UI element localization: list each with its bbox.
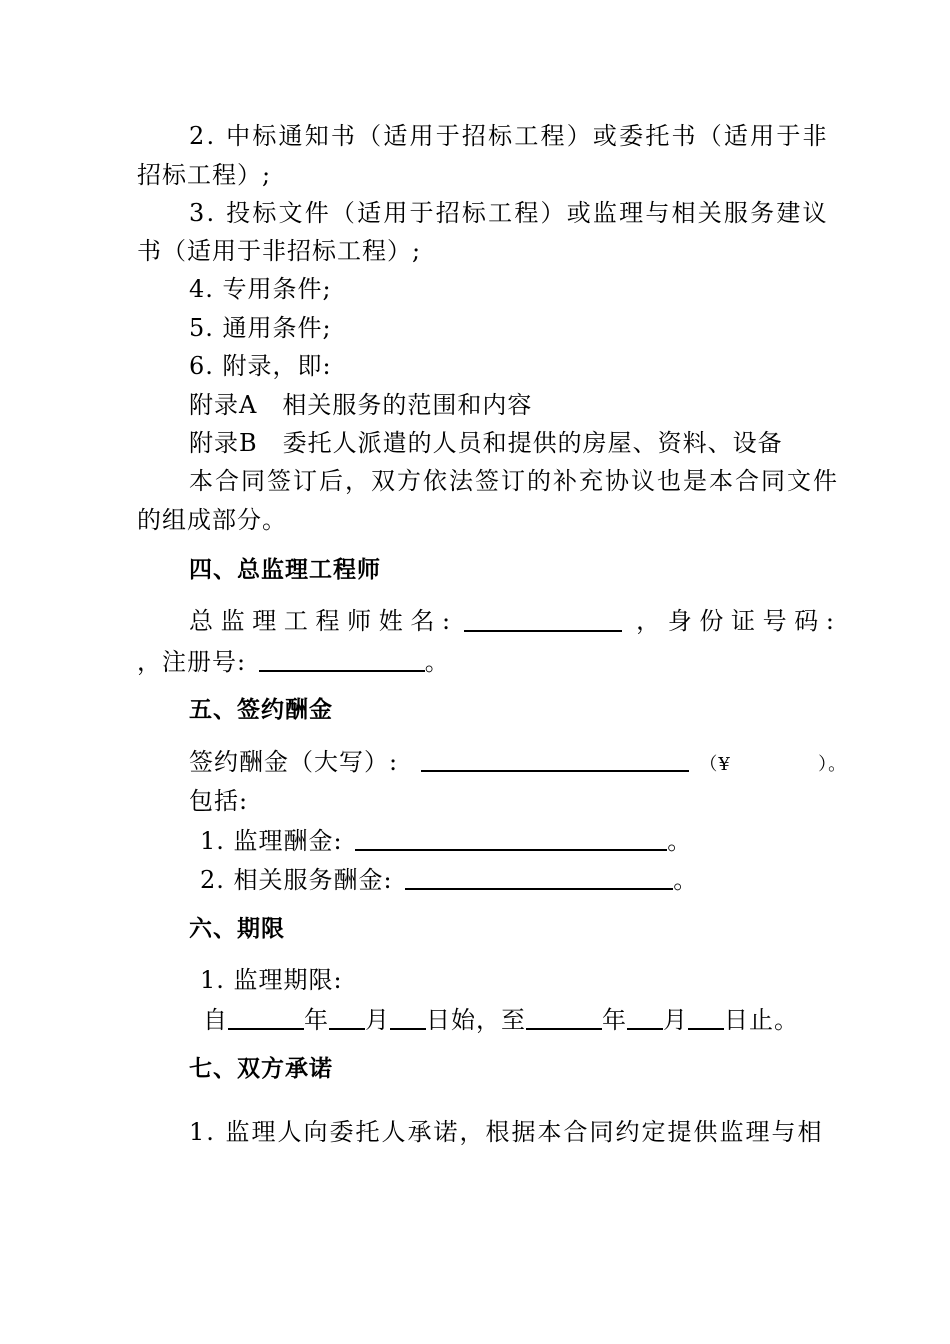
item-3-line-2: 书（适用于非招标工程）;	[137, 237, 422, 265]
item-4: 4. 专用条件;	[189, 275, 332, 303]
contract-fee-line	[189, 746, 847, 780]
item-6: 6. 附录，即:	[189, 352, 332, 380]
section-6-title: 六、期限	[189, 916, 285, 942]
yuan-close: ）。	[818, 754, 848, 775]
yuan-open: （¥	[699, 754, 731, 775]
registration-line	[137, 646, 450, 677]
service-fee-line	[200, 864, 698, 895]
start-year-field[interactable]	[228, 1004, 304, 1030]
supplement-line-1: 本合同签订后，双方依法签订的补充协议也是本合同文件	[189, 467, 839, 495]
period-from: 自	[203, 1006, 228, 1034]
chief-engineer-line	[189, 606, 834, 636]
service-fee-end: 。	[673, 866, 699, 894]
includes-label: 包括:	[189, 787, 249, 815]
registration-label: ，注册号:	[137, 648, 247, 676]
supervision-fee-label: 1. 监理酬金:	[200, 827, 343, 855]
supervision-fee-field[interactable]	[355, 825, 667, 851]
end-month-field[interactable]	[627, 1004, 663, 1030]
end-day-field[interactable]	[688, 1004, 724, 1030]
chief-engineer-name-label: 总 监 理 工 程 师 姓 名 :	[189, 607, 451, 635]
appendix-a: 附录A 相关服务的范围和内容	[189, 391, 533, 419]
registration-end: 。	[424, 648, 450, 676]
section-4-title: 四、总监理工程师	[189, 557, 381, 583]
service-fee-field[interactable]	[405, 864, 673, 890]
section-5-title: 五、签约酬金	[189, 697, 333, 723]
contract-fee-label: 签约酬金（大写）:	[189, 748, 399, 776]
item-5: 5. 通用条件;	[189, 314, 332, 342]
period-year-label: 年	[304, 1006, 329, 1034]
period-year2-label: 年	[602, 1006, 627, 1034]
supervision-period-label: 1. 监理期限:	[200, 966, 343, 994]
item-2-line-2: 招标工程）;	[137, 161, 272, 189]
period-end-label: 日止。	[724, 1006, 799, 1034]
section-7-title: 七、双方承诺	[189, 1056, 333, 1082]
period-start-label: 日始，至	[426, 1006, 526, 1034]
item-2-line-1: 2. 中标通知书（适用于招标工程）或委托书（适用于非	[189, 122, 829, 150]
period-month-label: 月	[365, 1006, 390, 1034]
end-year-field[interactable]	[526, 1004, 602, 1030]
supervision-fee-line	[200, 825, 692, 856]
commitment-1: 1. 监理人向委托人承诺，根据本合同约定提供监理与相	[189, 1118, 824, 1146]
period-range-line	[203, 1004, 799, 1035]
supplement-line-2: 的组成部分。	[137, 506, 287, 534]
chief-engineer-name-field[interactable]	[464, 606, 622, 632]
start-month-field[interactable]	[329, 1004, 365, 1030]
item-3-line-1: 3. 投标文件（适用于招标工程）或监理与相关服务建议	[189, 199, 829, 227]
supervision-fee-end: 。	[667, 827, 693, 855]
appendix-b: 附录B 委托人派遣的人员和提供的房屋、资料、设备	[189, 429, 783, 457]
service-fee-label: 2. 相关服务酬金:	[200, 866, 393, 894]
id-number-label: ， 身 份 证 号 码 :	[636, 607, 834, 635]
contract-fee-words-field[interactable]	[421, 746, 689, 772]
period-month2-label: 月	[663, 1006, 688, 1034]
registration-number-field[interactable]	[259, 646, 425, 672]
start-day-field[interactable]	[390, 1004, 426, 1030]
